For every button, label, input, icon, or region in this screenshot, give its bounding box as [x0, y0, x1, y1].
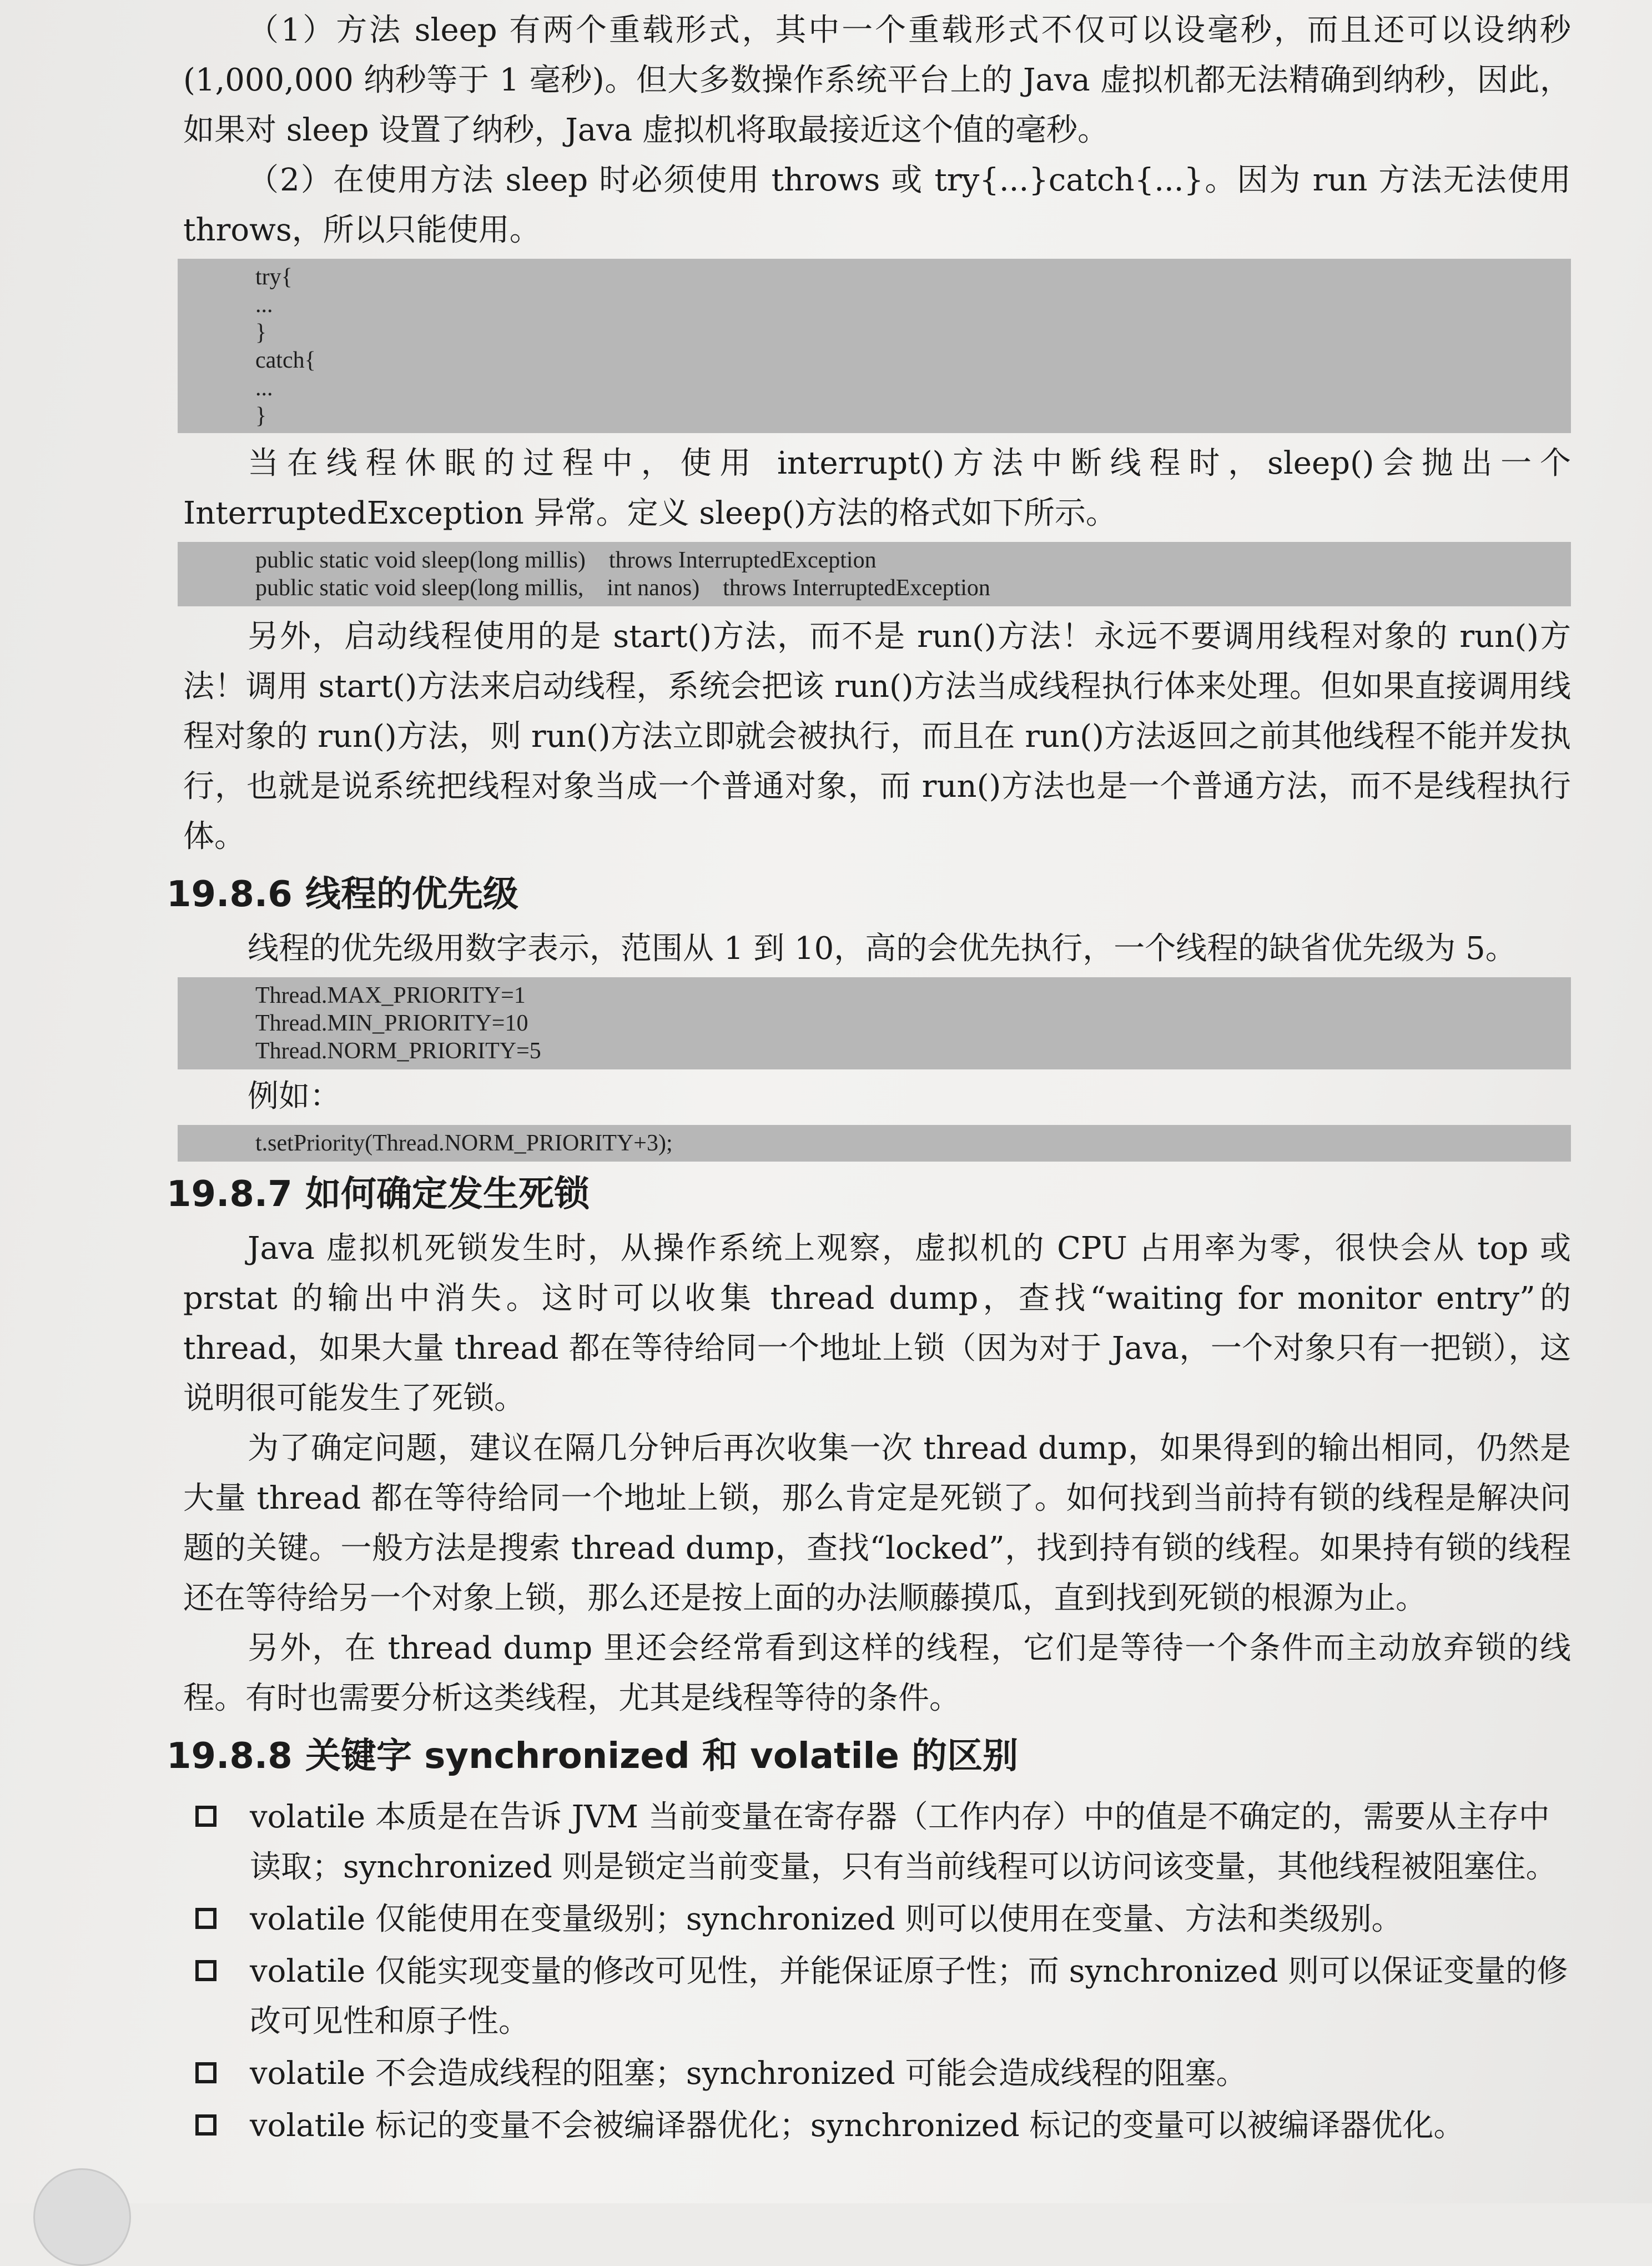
section-number: 19.8.8 [167, 1736, 293, 1777]
section-number: 19.8.6 [167, 874, 293, 915]
code-block-priority-constants: Thread.MAX_PRIORITY=1 Thread.MIN_PRIORITY=10 Thread.NORM_PRIORITY=5 [178, 977, 1571, 1069]
list-item [250, 2101, 1571, 2151]
paragraph-deadlock-wait: 另外，在 thread dump 里还会经常看到这样的线程，它们是等待一个条件而主动放弃锁的线程。有时也需要分析这类线程，尤其是线程等待的条件。 [183, 1630, 1571, 1716]
code-block-set-priority: t.setPriority(Thread.NORM_PRIORITY+3); [178, 1125, 1571, 1162]
section-heading-19-8-6 [167, 870, 1571, 920]
checkbox-icon [195, 1908, 216, 1929]
checkbox-icon [195, 1806, 216, 1827]
page-content [167, 6, 1571, 2153]
thumb-shadow [33, 2168, 131, 2266]
section-title: 线程的优先级 [305, 874, 518, 915]
checkbox-icon [195, 2114, 216, 2136]
paragraph-sleep-throws: （2）在使用方法 sleep 时必须使用 throws 或 try{...}catch{...}。因为 run 方法无法使用 throws，所以只能使用。 [183, 162, 1571, 248]
list-item [250, 1947, 1571, 2047]
code-block-try-catch: try{ ... } catch{ ... } [178, 259, 1571, 433]
section-title: 关键字 synchronized 和 volatile 的区别 [305, 1736, 1019, 1777]
list-item [250, 1895, 1571, 1945]
paragraph-interrupt: 当在线程休眠的过程中，使用 interrupt()方法中断线程时，sleep()会抛出一个 InterruptedException 异常。定义 sleep()方法的格式如下所示。 [183, 445, 1571, 531]
list-item-text: volatile 仅能使用在变量级别；synchronized 则可以使用在变量、方法和类级别。 [250, 1901, 1403, 1937]
list-item-text: volatile 仅能实现变量的修改可见性，并能保证原子性；而 synchronized 则可以保证变量的修改可见性和原子性。 [250, 1953, 1568, 2039]
paragraph-start-vs-run: 另外，启动线程使用的是 start()方法，而不是 run()方法！永远不要调用线程对象的 run()方法！调用 start()方法来启动线程，系统会把该 run()方法当成线程执行体来处理。但如果直接调用线程对象的 run()方法，则 run()方法立即就会被执行，而且在 run()方法返回之前其他线程不能并发执行，也就是说系统把线程对象当成一个普通对象，而 run()方法也是一个普通方法，而不是线程执行体。 [183, 619, 1571, 855]
checkbox-icon [195, 1960, 216, 1981]
section-heading-19-8-8 [167, 1731, 1571, 1781]
list-item-text: volatile 不会造成线程的阻塞；synchronized 可能会造成线程的阻塞。 [250, 2056, 1247, 2092]
comparison-list [183, 1792, 1571, 2151]
list-item [250, 2049, 1571, 2099]
section-heading-19-8-7 [167, 1169, 1571, 1219]
paragraph-deadlock-detect: Java 虚拟机死锁发生时，从操作系统上观察，虚拟机的 CPU 占用率为零，很快会从 top 或 prstat 的输出中消失。这时可以收集 thread dump，查找“waiting for monitor entry”的 thread，如果大量 thread 都在等待给同一个地址上锁（因为对于 Java，一个对象只有一把锁），这说明很可能发生了死锁。 [183, 1230, 1571, 1416]
list-item [250, 1792, 1571, 1892]
list-item-text: volatile 本质是在告诉 JVM 当前变量在寄存器（工作内存）中的值是不确定的，需要从主存中读取；synchronized 则是锁定当前变量，只有当前线程可以访问该变量，其他线程被阻塞住。 [250, 1799, 1557, 1885]
list-item-text: volatile 标记的变量不会被编译器优化；synchronized 标记的变量可以被编译器优化。 [250, 2108, 1465, 2144]
code-block-sleep-signatures: public static void sleep(long millis) throws InterruptedException public static void sleep(long millis, int nanos) throws InterruptedException [178, 542, 1571, 606]
paragraph-sleep-overload: （1）方法 sleep 有两个重载形式，其中一个重载形式不仅可以设毫秒，而且还可以设纳秒(1,000,000 纳秒等于 1 毫秒)。但大多数操作系统平台上的 Java 虚拟机都无法精确到纳秒，因此，如果对 sleep 设置了纳秒，Java 虚拟机将取最接近这个值的毫秒。 [183, 12, 1571, 148]
paragraph-deadlock-confirm: 为了确定问题，建议在隔几分钟后再次收集一次 thread dump，如果得到的输出相同，仍然是大量 thread 都在等待给同一个地址上锁，那么肯定是死锁了。如何找到当前持有锁的线程是解决问题的关键。一般方法是搜索 thread dump，查找“locked”，找到持有锁的线程。如果持有锁的线程还在等待给另一个对象上锁，那么还是按上面的办法顺藤摸瓜，直到找到死锁的根源为止。 [183, 1430, 1571, 1616]
example-label: 例如： [248, 1078, 341, 1114]
section-title: 如何确定发生死锁 [305, 1174, 590, 1215]
checkbox-icon [195, 2062, 216, 2083]
section-number: 19.8.7 [167, 1174, 293, 1215]
paragraph-priority: 线程的优先级用数字表示，范围从 1 到 10，高的会优先执行，一个线程的缺省优先级为 5。 [248, 931, 1517, 967]
